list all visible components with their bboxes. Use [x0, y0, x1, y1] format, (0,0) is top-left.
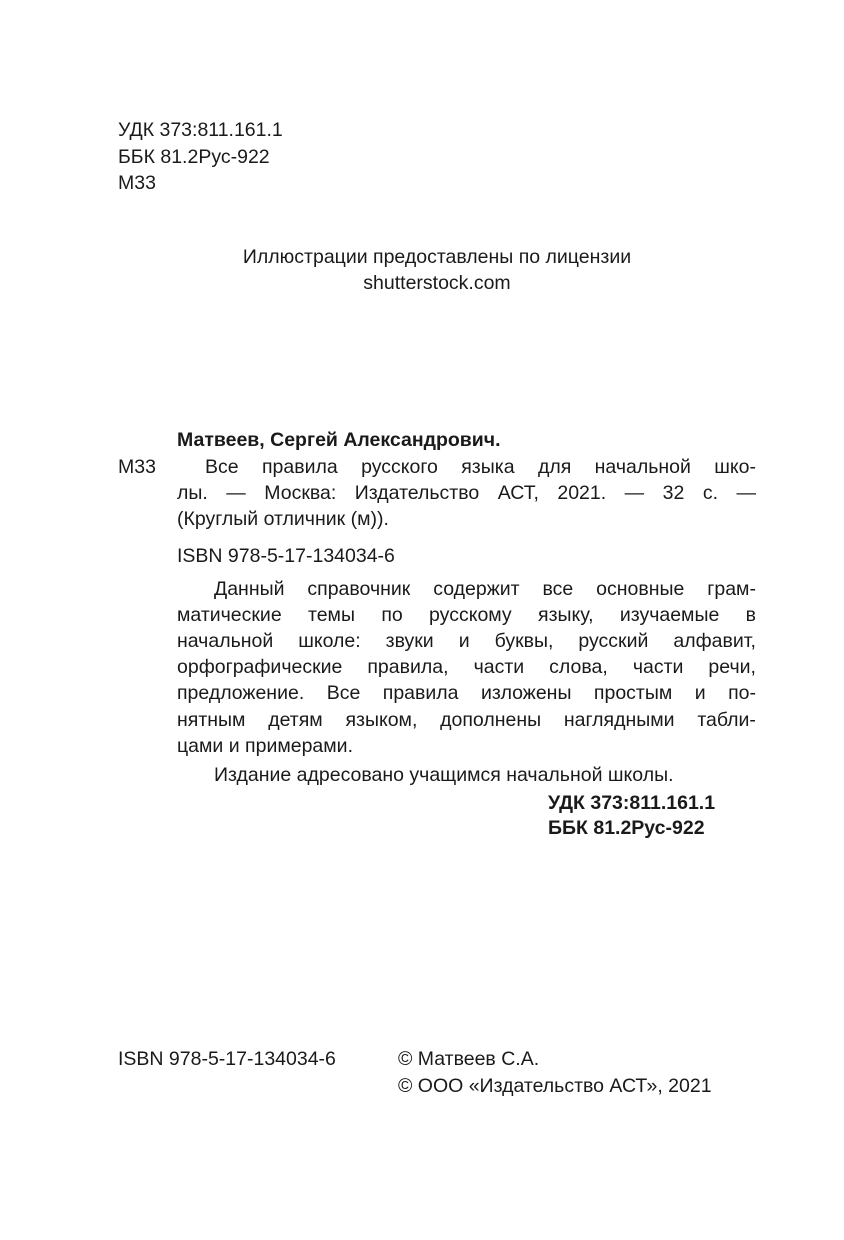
footer-isbn: ISBN 978-5-17-134034-6	[118, 1048, 336, 1070]
record-mark: М33	[118, 456, 156, 478]
udk-top: УДК 373:811.161.1	[118, 119, 283, 141]
word: начальной	[594, 456, 691, 478]
license-line-1: Иллюстрации предоставлены по лицензии	[242, 246, 632, 268]
word: языку,	[538, 604, 594, 626]
word: по-	[728, 682, 756, 704]
word: табли-	[697, 709, 756, 731]
word: содержит	[433, 578, 520, 600]
license-line-2: shutterstock.com	[363, 272, 511, 294]
word: начальной	[177, 630, 274, 652]
word: речи,	[708, 656, 756, 678]
word: изучаемые	[619, 604, 720, 626]
word: изложены	[480, 682, 572, 704]
word: грам-	[707, 578, 756, 600]
word: 2021.	[557, 482, 607, 504]
word: справочник	[307, 578, 411, 600]
word: 32	[662, 482, 685, 504]
word: для	[537, 456, 572, 478]
word: буквы,	[494, 630, 554, 652]
word: правила	[382, 682, 459, 704]
word: языком,	[345, 709, 418, 731]
annotation-line-3	[177, 628, 756, 654]
word: орфографические	[177, 656, 343, 678]
word: в	[745, 604, 756, 626]
word: алфавит,	[673, 630, 756, 652]
word: наглядными	[563, 709, 675, 731]
word: русскому	[429, 604, 512, 626]
word: русский	[578, 630, 649, 652]
word: правила	[261, 456, 338, 478]
annotation-line-7: цами и примерами.	[177, 735, 353, 757]
word: Все	[326, 682, 361, 704]
word: простым	[593, 682, 673, 704]
word: русского	[361, 456, 438, 478]
word: правила,	[367, 656, 449, 678]
word: части	[632, 656, 684, 678]
word: Москва:	[264, 482, 337, 504]
record-author: Матвеев, Сергей Александрович.	[177, 429, 501, 451]
word: дополнены	[440, 709, 542, 731]
word: шко-	[714, 456, 756, 478]
word: Данный	[214, 578, 285, 600]
word: темы	[308, 604, 355, 626]
word: и	[458, 630, 470, 652]
udk-bottom: УДК 373:811.161.1	[548, 792, 716, 814]
word: нятным	[177, 709, 246, 731]
word: лы.	[177, 482, 208, 504]
annotation-line-1	[214, 576, 756, 602]
annotation-line-5	[177, 680, 756, 706]
word: слова,	[549, 656, 608, 678]
word: АСТ,	[497, 482, 539, 504]
annotation-line-4	[177, 654, 756, 680]
word: Все	[205, 456, 239, 478]
word: языка	[461, 456, 515, 478]
bbk-top: ББК 81.2Рус-922	[118, 146, 270, 168]
word: школе:	[298, 630, 361, 652]
word: по	[381, 604, 403, 626]
word: предложение.	[177, 682, 305, 704]
word: Издательство	[354, 482, 480, 504]
word: все	[542, 578, 574, 600]
word: матические	[177, 604, 282, 626]
word: —	[226, 482, 246, 504]
annotation-line-8: Издание адресовано учащимся начальной школы.	[214, 764, 674, 786]
record-title-line-3: (Круглый отличник (м)).	[177, 508, 389, 530]
copyright-author: © Матвеев С.А.	[398, 1048, 540, 1070]
copyright-publisher: © ООО «Издательство АСТ», 2021	[398, 1075, 712, 1097]
word: детям	[268, 709, 323, 731]
word: и	[694, 682, 706, 704]
annotation-line-6	[177, 707, 756, 733]
annotation-line-2	[177, 602, 756, 628]
word: звуки	[385, 630, 434, 652]
record-isbn: ISBN 978-5-17-134034-6	[177, 545, 395, 567]
record-title-line-1	[205, 454, 756, 480]
author-mark-top: М33	[118, 172, 156, 194]
word: с.	[702, 482, 718, 504]
bbk-bottom: ББК 81.2Рус-922	[548, 817, 705, 839]
record-title-line-2	[177, 480, 756, 506]
word: —	[624, 482, 645, 504]
word: —	[736, 482, 756, 504]
word: части	[473, 656, 525, 678]
word: основные	[596, 578, 685, 600]
